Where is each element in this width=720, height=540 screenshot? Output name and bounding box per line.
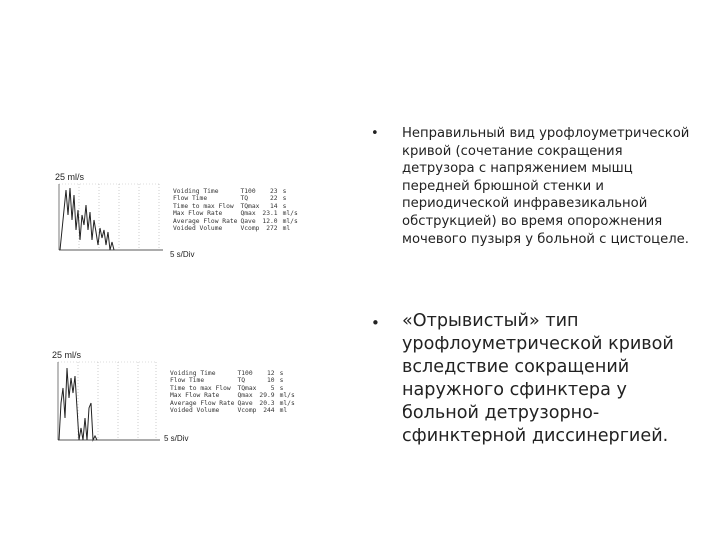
param-code: Vcomp [240, 225, 260, 233]
x-axis-label: 5 s/Div [170, 250, 195, 259]
param-code: Vcomp [237, 407, 257, 415]
param-value: 10 [267, 377, 275, 385]
param-value: 272 [266, 225, 278, 233]
param-row [170, 377, 295, 384]
param-row [173, 195, 298, 202]
bullet-marker: • [371, 126, 379, 141]
param-unit: s [282, 195, 287, 203]
param-name: Average Flow Rate [170, 399, 235, 407]
uroflow-figure-1 [55, 170, 355, 265]
param-value: 12 [267, 370, 275, 377]
param-code: T100 [237, 370, 253, 377]
param-name: Voided Volume [173, 225, 223, 233]
param-value: 29.9 [259, 392, 275, 400]
param-value: 5 [270, 384, 275, 392]
param-row [170, 407, 295, 414]
param-name: Average Flow Rate [173, 217, 238, 225]
param-code: Qmax [240, 210, 256, 218]
bullet-text-1: Неправильный вид урофлоуметрической кривой (сочетание сокращения детрузора с напряжением мышц передней брюшной стенки и периодической инфравезикальной обструкцией) во время опорожнения мочевого пузыря у больной с цистоцеле. [402, 126, 690, 247]
param-unit: ml/s [279, 399, 295, 407]
bullet-text-2: «Отрывистый» тип урофлоуметрической кривой вследствие сокращений наружного сфинктера у больной детрузорно-сфинктерной диссинергией. [402, 311, 674, 446]
uroflow-figure-2 [52, 348, 352, 448]
param-row [173, 225, 298, 232]
param-name: Voiding Time [170, 370, 216, 377]
param-row [170, 385, 295, 392]
param-code: TQ [240, 195, 249, 203]
param-row [170, 392, 295, 399]
param-row [173, 188, 298, 195]
x-axis-label: 5 s/Div [164, 434, 189, 443]
y-axis-label: 25 ml/s [55, 172, 85, 182]
param-name: Max Flow Rate [173, 210, 223, 218]
param-unit: s [282, 188, 287, 195]
param-name: Flow Time [170, 377, 205, 385]
param-unit: s [279, 384, 284, 392]
param-value: 23 [270, 188, 278, 195]
param-unit: ml [282, 225, 291, 233]
flow-curve-irregular [60, 188, 114, 250]
param-unit: ml/s [279, 392, 295, 400]
param-value: 12.0 [262, 217, 278, 225]
param-code: TQmax [237, 384, 257, 392]
param-row [170, 370, 295, 377]
param-code: T100 [240, 188, 256, 195]
parameters-table-1 [173, 188, 298, 232]
param-name: Max Flow Rate [170, 392, 220, 400]
bullet-marker: • [371, 314, 380, 332]
param-code: Qave [240, 217, 256, 225]
param-value: 22 [270, 195, 278, 203]
param-unit: ml/s [282, 217, 298, 225]
param-value: 244 [263, 407, 275, 415]
param-unit: s [282, 202, 287, 210]
param-row [173, 210, 298, 217]
param-unit: s [279, 377, 284, 385]
uroflow-curve-2 [52, 348, 172, 448]
param-name: Voided Volume [170, 407, 220, 415]
param-name: Voiding Time [173, 188, 219, 195]
param-unit: s [279, 370, 284, 377]
param-name: Time to max Flow [173, 202, 234, 210]
param-value: 20.3 [259, 399, 275, 407]
param-code: Qmax [237, 392, 253, 400]
param-unit: ml [279, 407, 288, 415]
param-row [173, 218, 298, 225]
uroflow-curve-1 [55, 170, 175, 265]
param-value: 23.1 [262, 210, 278, 218]
param-code: TQmax [240, 202, 260, 210]
param-unit: ml/s [282, 210, 298, 218]
y-axis-label: 25 ml/s [52, 350, 82, 360]
param-code: Qave [237, 399, 253, 407]
param-code: TQ [237, 377, 246, 385]
param-row [170, 400, 295, 407]
param-name: Flow Time [173, 195, 208, 203]
param-name: Time to max Flow [170, 384, 231, 392]
param-row [173, 203, 298, 210]
param-value: 14 [270, 202, 278, 210]
parameters-table-2 [170, 370, 295, 414]
